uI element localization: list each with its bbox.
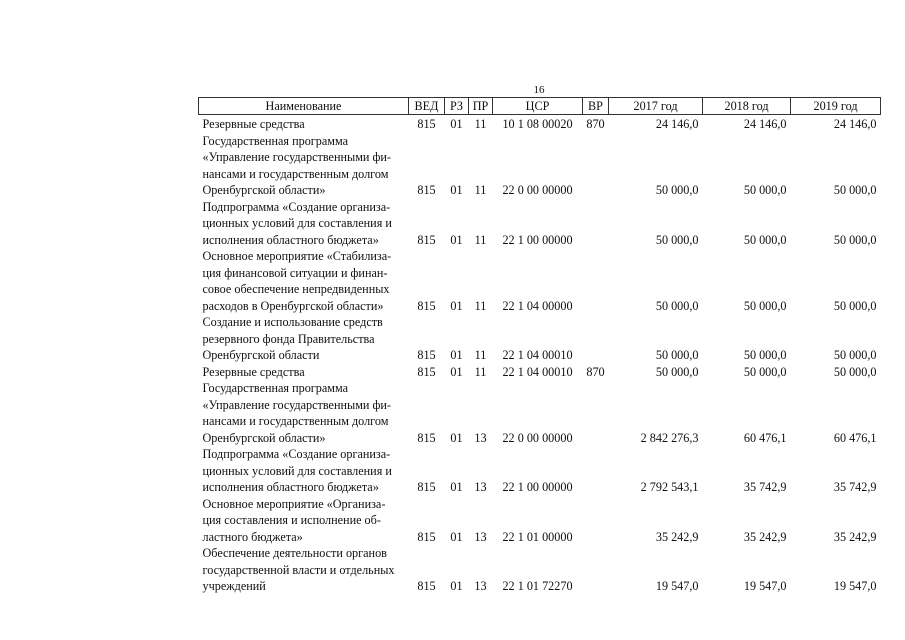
- cell-2017: 50 000,0: [655, 232, 699, 247]
- table-row: [199, 364, 881, 381]
- cell-2019: 19 547,0: [833, 579, 877, 593]
- cell-ved: 815: [417, 529, 436, 544]
- table-row: [199, 545, 881, 595]
- cell-rz: 01: [450, 579, 463, 593]
- cell-2018: 35 242,9: [743, 529, 787, 544]
- cell-2018: 50 000,0: [743, 364, 787, 379]
- cell-name: Основное мероприятие «Стабилиза- ция финансовой ситуации и финан- совое обеспечение непредвиденных расходов в Оренбургской области»: [202, 249, 392, 313]
- budget-table: [198, 97, 881, 595]
- header-2019: 2019 год: [791, 98, 881, 115]
- cell-2019: 35 742,9: [833, 480, 877, 494]
- header-csr: ЦСР: [493, 98, 583, 115]
- cell-csr: 22 1 04 00010: [502, 364, 573, 379]
- cell-vr: [583, 496, 609, 546]
- header-name: Наименование: [199, 98, 409, 115]
- cell-2019: 60 476,1: [833, 430, 877, 445]
- cell-rz: 01: [450, 364, 463, 379]
- table-row: [199, 133, 881, 199]
- table-row: [199, 314, 881, 364]
- header-2018: 2018 год: [703, 98, 791, 115]
- cell-2017: 50 000,0: [655, 348, 699, 362]
- table-header-row: [199, 98, 881, 115]
- table-row: [199, 248, 881, 314]
- cell-vr: [583, 248, 609, 314]
- cell-vr: 870: [586, 117, 605, 131]
- cell-pr: 11: [474, 298, 487, 313]
- cell-ved: 815: [417, 298, 436, 313]
- cell-csr: 22 0 00 00000: [502, 430, 573, 445]
- cell-pr: 11: [474, 364, 487, 379]
- cell-vr: 870: [586, 364, 605, 379]
- cell-2019: 50 000,0: [833, 364, 877, 379]
- cell-2019: 50 000,0: [833, 183, 877, 197]
- cell-pr: 11: [474, 232, 487, 247]
- cell-rz: 01: [450, 529, 463, 544]
- table-row: [199, 446, 881, 496]
- cell-csr: 22 1 04 00000: [502, 298, 573, 313]
- cell-2018: 60 476,1: [743, 430, 787, 445]
- cell-name: Резервные средства: [202, 364, 305, 379]
- cell-2019: 50 000,0: [833, 348, 877, 362]
- cell-ved: 815: [417, 430, 436, 445]
- cell-2018: 24 146,0: [743, 117, 787, 131]
- cell-name: Основное мероприятие «Организа- ция составления и исполнение об- ластного бюджета»: [202, 496, 386, 544]
- table-row: [199, 380, 881, 446]
- cell-name: Государственная программа «Управление государственными фи- нансами и государственным долгом Оренбургской области»: [202, 133, 391, 197]
- cell-rz: 01: [450, 348, 463, 362]
- cell-2017: 19 547,0: [655, 579, 699, 593]
- cell-name: Обеспечение деятельности органов государственной власти и отдельных учреждений: [202, 546, 395, 593]
- cell-vr: [583, 199, 609, 249]
- cell-name: Подпрограмма «Создание организа- ционных условий для составления и исполнения областного бюджета»: [202, 447, 392, 494]
- cell-2019: 50 000,0: [833, 298, 877, 313]
- table-row: [199, 199, 881, 249]
- cell-vr: [583, 446, 609, 496]
- cell-2018: 50 000,0: [743, 348, 787, 362]
- table-row: [199, 115, 881, 133]
- cell-2018: 50 000,0: [743, 298, 787, 313]
- cell-vr: [583, 545, 609, 595]
- cell-csr: 22 1 01 72270: [502, 579, 573, 593]
- cell-2017: 50 000,0: [655, 364, 699, 379]
- cell-2017: 2 792 543,1: [640, 480, 699, 494]
- cell-name: Резервные средства: [202, 117, 305, 131]
- cell-ved: 815: [417, 579, 436, 593]
- header-vr: ВР: [583, 98, 609, 115]
- cell-csr: 22 1 00 00000: [502, 232, 573, 247]
- cell-ved: 815: [417, 183, 436, 197]
- cell-rz: 01: [450, 232, 463, 247]
- cell-name: Создание и использование средств резервного фонда Правительства Оренбургской области: [202, 315, 383, 362]
- cell-2019: 50 000,0: [833, 232, 877, 247]
- cell-vr: [583, 314, 609, 364]
- cell-ved: 815: [417, 364, 436, 379]
- cell-ved: 815: [417, 480, 436, 494]
- cell-vr: [583, 380, 609, 446]
- cell-name: Государственная программа «Управление государственными фи- нансами и государственным долгом Оренбургской области»: [202, 381, 391, 445]
- cell-2017: 50 000,0: [655, 298, 699, 313]
- cell-ved: 815: [417, 232, 436, 247]
- cell-rz: 01: [450, 480, 463, 494]
- cell-vr: [583, 133, 609, 199]
- cell-pr: 13: [474, 529, 487, 544]
- cell-csr: 22 1 04 00010: [502, 348, 573, 362]
- cell-name: Подпрограмма «Создание организа- ционных условий для составления и исполнения областного бюджета»: [202, 199, 392, 247]
- cell-2017: 35 242,9: [655, 529, 699, 544]
- header-pr: ПР: [469, 98, 493, 115]
- header-2017: 2017 год: [609, 98, 703, 115]
- cell-csr: 22 0 00 00000: [502, 183, 573, 197]
- cell-2018: 35 742,9: [743, 480, 787, 494]
- cell-ved: 815: [417, 117, 436, 131]
- cell-2019: 24 146,0: [833, 117, 877, 131]
- cell-pr: 13: [474, 480, 487, 494]
- cell-ved: 815: [417, 348, 436, 362]
- table-row: [199, 496, 881, 546]
- header-ved: ВЕД: [409, 98, 445, 115]
- cell-rz: 01: [450, 117, 463, 131]
- header-rz: РЗ: [445, 98, 469, 115]
- cell-csr: 22 1 00 00000: [502, 480, 573, 494]
- cell-pr: 13: [474, 579, 487, 593]
- page-number: 16: [533, 84, 545, 96]
- cell-2017: 24 146,0: [655, 117, 699, 131]
- cell-csr: 10 1 08 00020: [502, 117, 573, 131]
- cell-pr: 11: [474, 117, 487, 131]
- cell-2019: 35 242,9: [833, 529, 877, 544]
- cell-pr: 13: [474, 430, 487, 445]
- cell-pr: 11: [474, 348, 487, 362]
- cell-csr: 22 1 01 00000: [502, 529, 573, 544]
- cell-2018: 50 000,0: [743, 183, 787, 197]
- cell-2018: 19 547,0: [743, 579, 787, 593]
- cell-rz: 01: [450, 183, 463, 197]
- cell-2017: 2 842 276,3: [640, 430, 699, 445]
- cell-rz: 01: [450, 298, 463, 313]
- cell-2017: 50 000,0: [655, 183, 699, 197]
- cell-pr: 11: [474, 183, 487, 197]
- cell-rz: 01: [450, 430, 463, 445]
- cell-2018: 50 000,0: [743, 232, 787, 247]
